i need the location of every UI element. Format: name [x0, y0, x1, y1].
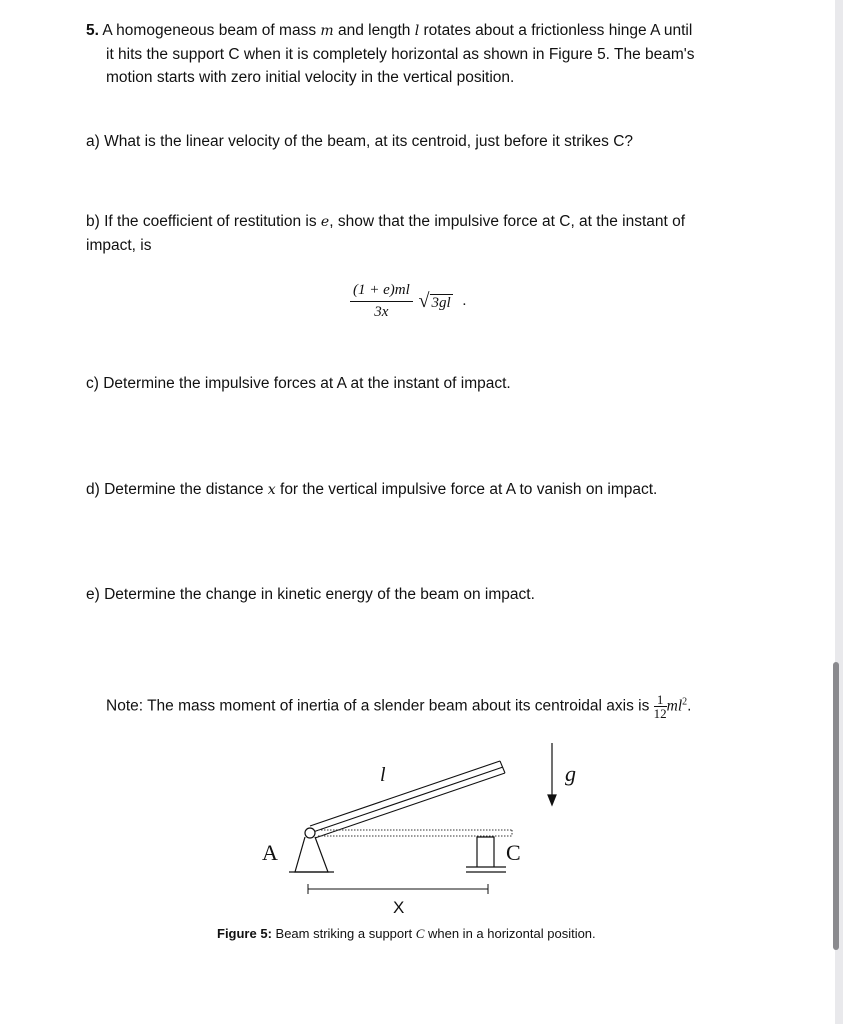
length-symbol: l [414, 23, 420, 39]
inertia-note [106, 693, 691, 720]
intro-text-2: and length [333, 22, 415, 39]
gravity-arrow [548, 743, 556, 805]
figure-caption [217, 926, 596, 942]
intro-line-3: motion starts with zero initial velocity in the vertical position. [106, 69, 515, 86]
part-d [86, 478, 746, 502]
note-exponent: 2 [682, 696, 688, 708]
scrollbar-thumb[interactable] [833, 662, 839, 950]
caption-text-2: when in a horizontal position. [424, 926, 596, 941]
intro-line-2: it hits the support C when it is completely horizontal as shown in Figure 5. The beam's [106, 46, 695, 63]
part-b-line-2: impact, is [86, 237, 152, 254]
part-d-text-2: for the vertical impulsive force at A to vanish on impact. [275, 481, 658, 498]
formula-numerator: (1 + e)ml [350, 282, 413, 302]
note-fraction [654, 693, 667, 720]
mass-symbol: m [320, 23, 334, 39]
part-a [86, 130, 746, 153]
label-c: C [506, 840, 521, 865]
formula-radicand: 3gl [431, 295, 451, 311]
restitution-symbol: e [320, 214, 330, 230]
formula-sqrt [419, 290, 453, 313]
intro-text-3: rotates about a frictionless hinge A until [419, 22, 693, 39]
horizontal-beam-dotted [318, 830, 512, 836]
formula-fraction [350, 282, 413, 321]
part-b [86, 210, 746, 257]
caption-text-1: Beam striking a support [271, 926, 416, 941]
part-b-text-1: b) If the coefficient of restitution is [86, 213, 321, 230]
sqrt-sign: √ [418, 290, 430, 312]
problem-statement [86, 19, 746, 89]
intro-text-1: A homogeneous beam of mass [102, 22, 321, 39]
caption-symbol: C [415, 926, 425, 941]
hinge-a [289, 828, 334, 872]
formula-period: . [462, 292, 467, 309]
part-d-text-1: d) Determine the distance [86, 481, 268, 498]
label-x: X [393, 898, 405, 917]
part-c-text: c) Determine the impulsive forces at A at the instant of impact. [86, 375, 511, 392]
part-e [86, 583, 746, 606]
part-b-text-2: , show that the impulsive force at C, at the instant of [329, 213, 686, 230]
part-e-text: e) Determine the change in kinetic energy of the beam on impact. [86, 586, 535, 603]
figure-5-diagram [0, 735, 843, 925]
formula-denominator: 3x [374, 304, 389, 320]
problem-number: 5. [86, 22, 99, 39]
part-a-text: a) What is the linear velocity of the beam, at its centroid, just before it strikes C? [86, 133, 634, 150]
note-frac-num: 1 [654, 693, 667, 707]
support-c [466, 837, 506, 872]
caption-label: Figure 5: [217, 926, 272, 941]
impulse-formula [350, 282, 466, 321]
distance-symbol: x [267, 482, 276, 498]
beam [310, 761, 505, 838]
note-end: . [687, 697, 692, 715]
note-text: Note: The mass moment of inertia of a slender beam about its centroidal axis is [106, 697, 654, 715]
note-ml: ml [666, 697, 683, 715]
note-frac-den: 12 [653, 706, 667, 721]
label-a: A [262, 840, 278, 865]
part-c [86, 372, 746, 395]
label-l: l [380, 764, 386, 786]
dimension-line-x [308, 884, 488, 894]
label-g: g [565, 761, 576, 786]
